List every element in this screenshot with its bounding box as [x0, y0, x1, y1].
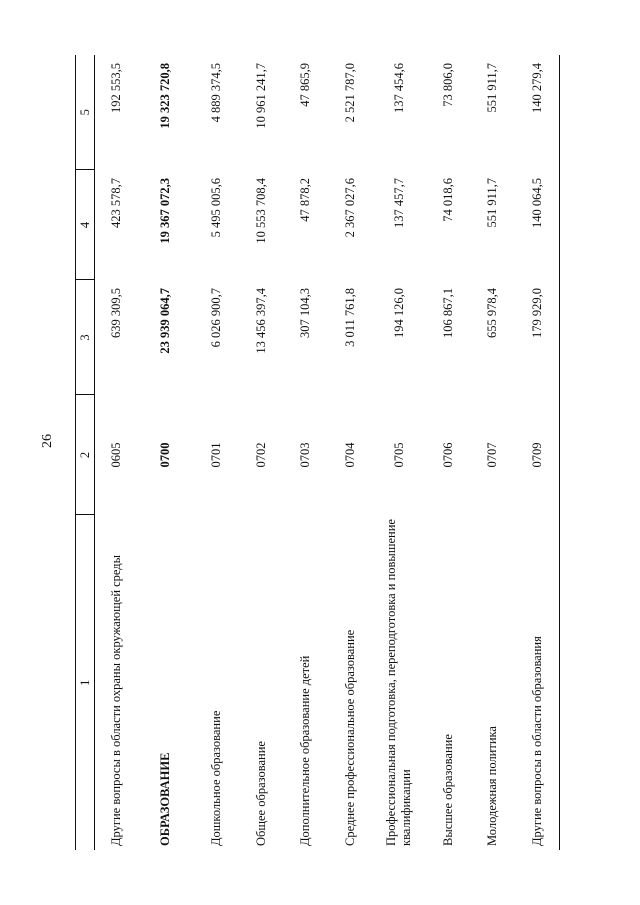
row-name: Другие вопросы в области охраны окружающей среды [108, 554, 123, 846]
row-code: 0704 [343, 442, 358, 468]
row-code: 0701 [208, 442, 223, 468]
row-value-4: 140 064,5 [529, 178, 544, 228]
row-name: Высшее образование [440, 734, 455, 846]
row-value-5: 192 553,5 [108, 63, 123, 113]
row-value-3: 6 026 900,7 [208, 288, 223, 348]
table-row [328, 55, 373, 850]
row-value-4: 19 367 072,3 [158, 178, 173, 244]
row-value-5: 47 865,9 [298, 63, 313, 107]
row-value-5: 551 911,7 [485, 63, 500, 113]
row-value-5: 2 521 787,0 [343, 63, 358, 123]
table-row [284, 55, 329, 850]
row-value-4: 137 457,7 [391, 178, 406, 228]
row-name: Общее образование [253, 741, 268, 846]
row-code: 0709 [529, 442, 544, 468]
row-value-3: 23 939 064,7 [158, 288, 173, 354]
row-code: 0707 [485, 442, 500, 468]
row-name: Молодежная политика [485, 726, 500, 846]
row-code: 0706 [440, 442, 455, 468]
row-value-3: 106 867,1 [440, 288, 455, 338]
row-code: 0705 [391, 442, 406, 468]
row-value-3: 639 309,5 [108, 288, 123, 338]
row-value-5: 4 889 374,5 [208, 63, 223, 123]
table-row [137, 55, 194, 850]
row-value-4: 551 911,7 [485, 178, 500, 228]
row-value-5: 10 961 241,7 [253, 63, 268, 129]
row-code: 0605 [108, 442, 123, 468]
row-value-3: 307 104,3 [298, 288, 313, 338]
row-value-4: 2 367 027,6 [343, 178, 358, 238]
row-name: Профессиональная подготовка, переподготовка и повышение квалификации [384, 519, 414, 846]
row-value-4: 74 018,6 [440, 178, 455, 222]
header-col-2: 2 [76, 395, 95, 515]
table-row [95, 55, 138, 850]
row-code: 0700 [158, 442, 173, 468]
table-row [515, 55, 559, 850]
bottom-rule-cell [559, 55, 560, 850]
row-name: Дополнительное образование детей [298, 655, 313, 846]
row-name: ОБРАЗОВАНИЕ [158, 752, 173, 846]
row-value-5: 19 323 720,8 [158, 63, 173, 129]
row-value-4: 10 553 708,4 [253, 178, 268, 244]
page-number: 26 [40, 434, 55, 448]
budget-table [75, 55, 560, 850]
row-value-5: 140 279,4 [529, 63, 544, 113]
row-name: Другие вопросы в области образования [529, 636, 544, 846]
row-value-4: 47 878,2 [298, 178, 313, 222]
header-col-5: 5 [76, 55, 95, 170]
row-value-3: 194 126,0 [391, 288, 406, 338]
row-name: Среднее профессиональное образование [343, 629, 358, 846]
table-row [373, 55, 426, 850]
row-value-3: 655 978,4 [485, 288, 500, 338]
row-code: 0702 [253, 442, 268, 468]
table-row [426, 55, 471, 850]
header-col-3: 3 [76, 280, 95, 395]
header-col-4: 4 [76, 170, 95, 280]
table-row [471, 55, 516, 850]
row-value-5: 73 806,0 [440, 63, 455, 107]
row-value-4: 5 495 005,6 [208, 178, 223, 238]
bottom-rule [559, 55, 560, 850]
row-name: Дошкольное образование [208, 710, 223, 846]
table-row [194, 55, 239, 850]
table-body [95, 55, 560, 850]
header-col-1: 1 [76, 515, 95, 850]
table-row [239, 55, 284, 850]
row-value-3: 3 011 761,8 [343, 288, 358, 347]
row-code: 0703 [298, 442, 313, 468]
row-value-4: 423 578,7 [108, 178, 123, 228]
header-row [76, 55, 95, 850]
row-value-3: 179 929,0 [529, 288, 544, 338]
row-value-3: 13 456 397,4 [253, 288, 268, 354]
row-value-5: 137 454,6 [391, 63, 406, 113]
